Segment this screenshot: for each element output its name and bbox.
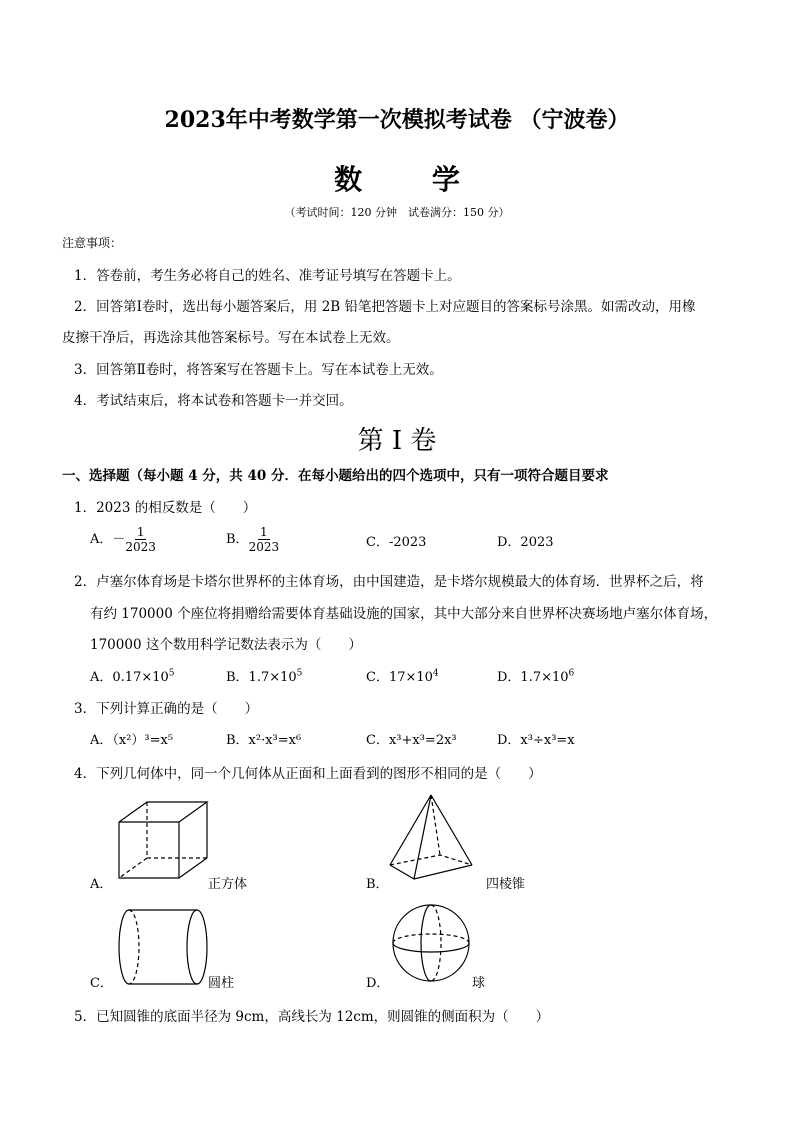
denominator: 2023 — [248, 540, 280, 554]
option-label: B． — [226, 532, 249, 547]
q4-option-b-name: 四棱锥 — [486, 877, 526, 892]
numerator: 1 — [260, 525, 268, 539]
fraction — [249, 525, 280, 554]
question-4-stem: 4．下列几何体中，同一个几何体从正面和上面看到的图形不相同的是（ ） — [74, 766, 542, 782]
q4-option-c-label: C． — [90, 976, 113, 991]
note-item: 1．答卷前，考生务必将自己的姓名、准考证号填写在答题卡上。 — [74, 268, 461, 284]
sphere-meridian-front — [421, 905, 431, 981]
pyramid-edge — [431, 795, 472, 865]
sphere-equator-back — [393, 934, 469, 943]
option-text: A．0.17×10 — [90, 670, 169, 685]
pyramid-base-back — [390, 855, 472, 865]
q4-option-a-label: A． — [90, 877, 113, 892]
cube-figure — [117, 800, 209, 880]
q4-option-d-name: 球 — [472, 976, 486, 991]
q4-option-a-name: 正方体 — [208, 877, 248, 892]
question-1-stem: 1．2023 的相反数是（ ） — [74, 500, 257, 516]
q3-option-d: D．x³÷x³=x — [497, 733, 575, 748]
denominator: 2023 — [125, 540, 156, 554]
exponent: 6 — [568, 668, 575, 679]
q2-option-a — [90, 666, 175, 685]
note-item: 2．回答第Ⅰ卷时，选出每小题答案后，用 2B 铅笔把答题卡上对应题目的答案标号涂黑。如需改动，用橡 — [74, 299, 696, 315]
note-item: 4．考试结束后，将本试卷和答题卡一并交回。 — [74, 393, 353, 409]
notes-heading: 注意事项： — [62, 236, 123, 250]
pyramid-figure — [388, 793, 478, 883]
section-title: 第 I 卷 — [357, 426, 437, 456]
cylinder-hidden-back — [129, 910, 139, 984]
subject-heading: 数 学 — [334, 163, 490, 196]
question-2-line: 170000 这个数用科学记数法表示为（ ） — [90, 637, 362, 653]
cylinder-right-ellipse — [187, 910, 207, 984]
sphere-figure — [391, 903, 471, 983]
pyramid-base-front — [390, 865, 472, 879]
q1-option-d: D．2023 — [497, 535, 554, 550]
sphere-meridian-back — [431, 905, 441, 981]
exponent: 5 — [296, 668, 303, 679]
option-text: C．17×10 — [366, 670, 433, 685]
question-3-stem: 3．下列计算正确的是（ ） — [74, 701, 259, 717]
option-text: B．1.7×10 — [226, 670, 297, 685]
q1-option-a — [90, 525, 156, 554]
option-text: D．1.7×10 — [497, 670, 569, 685]
pyramid-edge — [414, 795, 431, 879]
note-item: 皮擦干净后，再选涂其他答案标号。写在本试卷上无效。 — [62, 330, 400, 346]
q1-option-c: C．-2023 — [366, 535, 427, 550]
exam-info: （考试时间：120 分钟 试卷满分：150 分） — [284, 206, 510, 219]
q3-option-b: B．x²·x³=x⁶ — [226, 733, 302, 748]
sphere-outline — [393, 905, 469, 981]
q4-option-b-label: B． — [366, 877, 389, 892]
q4-option-d-label: D． — [366, 976, 390, 991]
fraction — [125, 525, 156, 554]
numerator: 1 — [136, 525, 145, 539]
sphere-equator-front — [393, 943, 469, 952]
q2-option-b — [226, 666, 302, 685]
pyramid-hidden-edge — [431, 795, 440, 855]
question-5-stem: 5．已知圆锥的底面半径为 9cm，高线长为 12cm，则圆锥的侧面积为（ ） — [74, 1009, 550, 1025]
q3-option-c: C．x³+x³=2x³ — [366, 733, 457, 748]
exponent: 4 — [432, 668, 439, 679]
cylinder-front-left — [119, 910, 129, 984]
exponent: 5 — [168, 668, 175, 679]
q1-option-b — [226, 525, 279, 554]
option-label: A．－ — [90, 532, 126, 547]
q2-option-c — [366, 666, 439, 685]
q2-option-d — [497, 666, 574, 685]
question-2-line: 有约 170000 个座位将捐赠给需要体育基础设施的国家，其中大部分来自世界杯决赛场地卢塞尔体育场， — [90, 606, 718, 622]
cube-top-edges — [119, 802, 207, 822]
cylinder-figure — [117, 908, 212, 986]
note-item: 3．回答第Ⅱ卷时，将答案写在答题卡上。写在本试卷上无效。 — [74, 362, 443, 378]
cube-front-face — [119, 822, 179, 878]
cube-right-bottom-edge — [179, 858, 207, 878]
cube-hidden-edge — [119, 858, 147, 878]
q3-option-a: A．（x²）³=x⁵ — [90, 733, 174, 748]
section-heading: 一、选择题（每小题 4 分，共 40 分．在每小题给出的四个选项中，只有一项符合题目要求 — [62, 468, 609, 484]
pyramid-edge — [390, 795, 431, 865]
page-title: 2023年中考数学第一次模拟考试卷 （宁波卷） — [164, 107, 630, 133]
question-2-line: 2．卢塞尔体育场是卡塔尔世界杯的主体育场，由中国建造，是卡塔尔规模最大的体育场．世界杯之后，将 — [74, 574, 704, 590]
q4-option-c-name: 圆柱 — [208, 976, 235, 991]
